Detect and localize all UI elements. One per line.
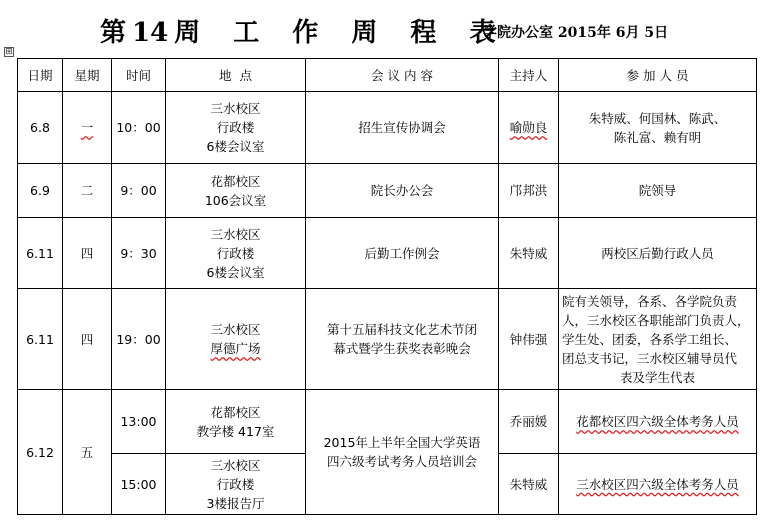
time-cell: 10：00 bbox=[112, 92, 166, 164]
attendees-cell bbox=[559, 390, 757, 454]
location-line: 厚德广场 bbox=[210, 341, 261, 356]
header-time: 时间 bbox=[112, 59, 166, 92]
location-line: 行政楼 bbox=[216, 476, 255, 492]
table-row bbox=[18, 289, 757, 390]
content-cell: 招生宣传协调会 bbox=[306, 92, 499, 164]
header-row bbox=[18, 59, 757, 92]
table-row bbox=[18, 92, 757, 164]
host-cell: 乔丽媛 bbox=[499, 390, 559, 454]
date-cell: 6.9 bbox=[18, 164, 63, 218]
location-line: 花都校区 bbox=[210, 404, 261, 420]
week-number: 14 bbox=[132, 18, 169, 48]
location-cell bbox=[166, 454, 306, 515]
header-date: 日期 bbox=[18, 59, 63, 92]
host-name: 喻勋良 bbox=[509, 120, 548, 135]
content-cell: 后勤工作例会 bbox=[306, 218, 499, 289]
content-line: 2015年上半年全国大学英语 bbox=[323, 435, 481, 450]
location-line: 三水校区 bbox=[210, 322, 261, 337]
time-cell: 13:00 bbox=[112, 390, 166, 454]
host-cell: 邝邦洪 bbox=[499, 164, 559, 218]
attendees-line: 陈礼富、赖有明 bbox=[613, 129, 702, 145]
table-row bbox=[18, 390, 757, 454]
attendees-line: 学生处、团委，各系学工组长、 bbox=[562, 331, 738, 347]
office-and-date: 学院办公室 2015年 6月 5日 bbox=[483, 25, 669, 41]
attendees-line: 朱特威、何国林、陈武、 bbox=[588, 110, 727, 126]
attendees-text: 三水校区四六级全体考务人员 bbox=[576, 476, 739, 492]
schedule-table bbox=[17, 58, 757, 515]
attendees-cell bbox=[559, 454, 757, 515]
host-cell: 朱特威 bbox=[499, 454, 559, 515]
content-cell: 院长办公会 bbox=[306, 164, 499, 218]
weekday-cell bbox=[63, 92, 112, 164]
location-cell bbox=[166, 92, 306, 164]
location-line: 教学楼 417室 bbox=[196, 423, 275, 439]
weekday-cell: 四 bbox=[63, 218, 112, 289]
location-line: 行政楼 bbox=[216, 120, 255, 135]
attendees-cell: 院领导 bbox=[559, 164, 757, 218]
location-line: 3楼报告厅 bbox=[206, 495, 265, 511]
content-cell bbox=[306, 289, 499, 390]
location-line: 三水校区 bbox=[210, 226, 261, 242]
date-cell: 6.11 bbox=[18, 289, 63, 390]
attendees-cell bbox=[559, 92, 757, 164]
table-row bbox=[18, 218, 757, 289]
date-cell: 6.12 bbox=[18, 390, 63, 515]
content-line: 幕式暨学生获奖表彰晚会 bbox=[333, 341, 471, 356]
attendees-line: 人，三水校区各职能部门负责人， bbox=[562, 312, 750, 328]
location-line: 三水校区 bbox=[210, 101, 261, 116]
date-cell: 6.8 bbox=[18, 92, 63, 164]
location-cell bbox=[166, 390, 306, 454]
header-weekday: 星期 bbox=[63, 59, 112, 92]
time-cell: 19：00 bbox=[112, 289, 166, 390]
location-line: 行政楼 bbox=[216, 245, 255, 261]
content-line: 四六级考试考务人员培训会 bbox=[326, 454, 477, 469]
location-cell bbox=[166, 289, 306, 390]
location-line: 106会议室 bbox=[204, 192, 267, 208]
location-cell bbox=[166, 164, 306, 218]
header-content: 会 议 内 容 bbox=[306, 59, 499, 92]
title-prefix: 第 bbox=[100, 18, 139, 48]
weekday-cell: 四 bbox=[63, 289, 112, 390]
table-row bbox=[18, 164, 757, 218]
table-move-handle-icon[interactable]: ⊞ bbox=[5, 47, 13, 57]
content-cell bbox=[306, 390, 499, 515]
attendees-text: 花都校区四六级全体考务人员 bbox=[576, 414, 739, 429]
header-location: 地 点 bbox=[166, 59, 306, 92]
weekday-cell: 二 bbox=[63, 164, 112, 218]
attendees-line: 团总支书记，三水校区辅导员代 bbox=[562, 350, 738, 366]
title-suffix: 周 工 作 周 程 表 bbox=[174, 18, 508, 48]
host-cell bbox=[499, 92, 559, 164]
attendees-line: 表及学生代表 bbox=[619, 369, 695, 385]
location-line: 花都校区 bbox=[210, 173, 261, 189]
header-host: 主持人 bbox=[499, 59, 559, 92]
attendees-line: 院有关领导，各系、各学院负责 bbox=[562, 293, 738, 309]
location-line: 6楼会议室 bbox=[206, 264, 265, 280]
location-line: 三水校区 bbox=[210, 457, 261, 473]
document-title bbox=[100, 12, 507, 49]
location-cell bbox=[166, 218, 306, 289]
content-line: 第十五届科技文化艺术节闭 bbox=[326, 322, 477, 337]
location-line: 6楼会议室 bbox=[206, 139, 265, 154]
weekday-text: 一 bbox=[80, 120, 94, 135]
host-cell: 钟伟强 bbox=[499, 289, 559, 390]
attendees-cell: 两校区后勤行政人员 bbox=[559, 218, 757, 289]
attendees-cell bbox=[559, 289, 757, 390]
weekday-cell: 五 bbox=[63, 390, 112, 515]
time-cell: 15:00 bbox=[112, 454, 166, 515]
date-cell: 6.11 bbox=[18, 218, 63, 289]
time-cell: 9：00 bbox=[112, 164, 166, 218]
header-attendees: 参 加 人 员 bbox=[559, 59, 757, 92]
host-cell: 朱特威 bbox=[499, 218, 559, 289]
time-cell: 9：30 bbox=[112, 218, 166, 289]
